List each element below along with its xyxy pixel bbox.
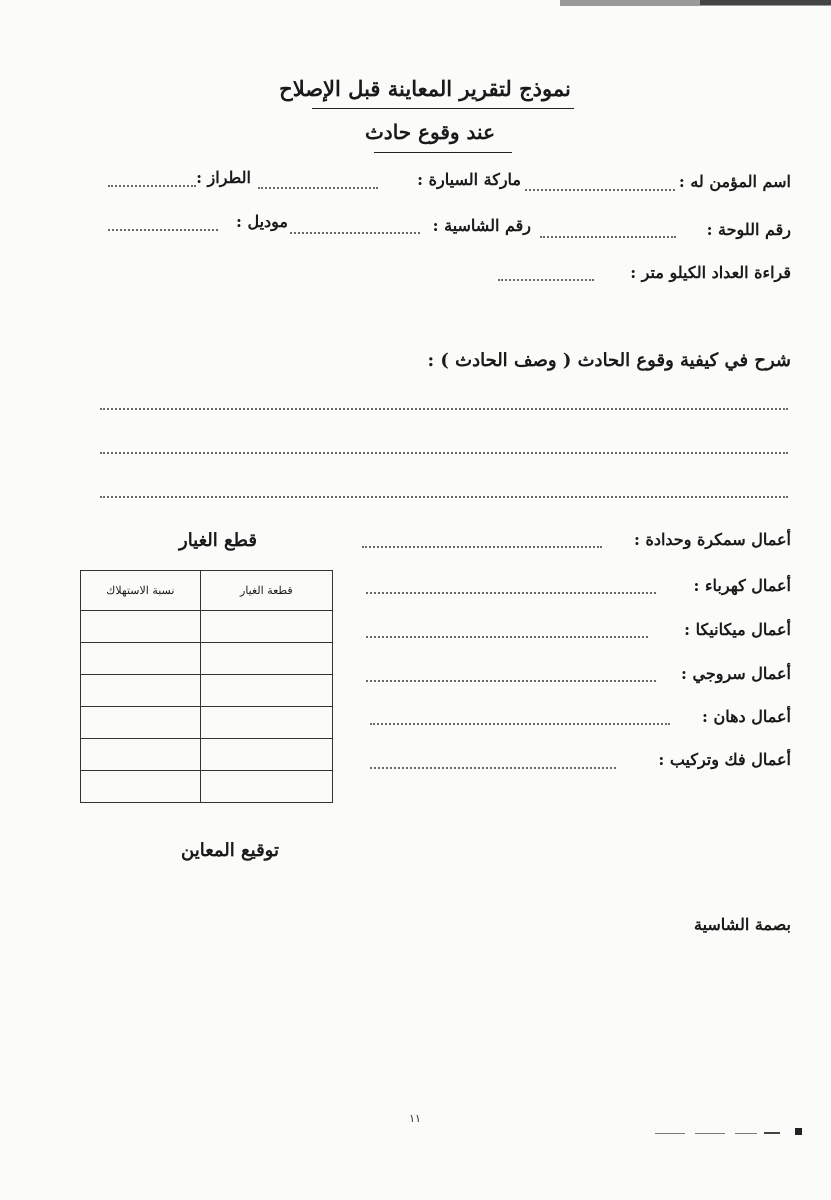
description-line-1[interactable]	[100, 408, 788, 410]
table-cell[interactable]	[200, 611, 332, 643]
work-paint-label: أعمال دهان :	[702, 707, 791, 726]
work-upholstery-label: أعمال سروجي :	[681, 664, 791, 683]
odometer-field[interactable]	[498, 279, 594, 281]
page-number: ١١	[409, 1112, 421, 1125]
insured-name-field[interactable]	[525, 189, 675, 191]
work-paint-field[interactable]	[370, 723, 670, 725]
table-row	[81, 611, 333, 643]
accident-description-label: شرح في كيفية وقوع الحادث ( وصف الحادث ) :	[427, 350, 791, 371]
spare-parts-header-row	[81, 571, 333, 611]
scan-dash	[764, 1132, 780, 1134]
form-subtitle: عند وقوع حادث	[364, 120, 496, 144]
table-cell[interactable]	[200, 643, 332, 675]
table-cell[interactable]	[81, 611, 201, 643]
type-field[interactable]	[108, 185, 196, 187]
table-row	[81, 771, 333, 803]
scan-dash	[695, 1133, 725, 1134]
work-electrical-field[interactable]	[366, 592, 656, 594]
table-cell[interactable]	[81, 739, 201, 771]
table-cell[interactable]	[81, 643, 201, 675]
scan-dash	[735, 1133, 757, 1134]
table-cell[interactable]	[200, 771, 332, 803]
table-cell[interactable]	[81, 771, 201, 803]
car-brand-label: ماركة السيارة :	[417, 170, 521, 189]
car-brand-field[interactable]	[258, 187, 378, 189]
chassis-number-field[interactable]	[290, 232, 420, 234]
spare-part-header: قطعة الغيار	[200, 571, 332, 611]
work-assembly-field[interactable]	[370, 767, 616, 769]
model-field[interactable]	[108, 229, 218, 231]
table-row	[81, 707, 333, 739]
spare-parts-table	[80, 570, 333, 803]
table-row	[81, 643, 333, 675]
title-underline	[312, 108, 574, 109]
chassis-stamp-label: بصمة الشاسية	[693, 915, 791, 934]
spare-parts-heading: قطع الغيار	[179, 530, 257, 551]
description-line-3[interactable]	[100, 496, 788, 498]
type-label: الطراز :	[196, 168, 251, 187]
table-row	[81, 739, 333, 771]
work-assembly-label: أعمال فك وتركيب :	[658, 750, 791, 769]
description-line-2[interactable]	[100, 452, 788, 454]
work-bodywork-field[interactable]	[362, 546, 602, 548]
odometer-label: قراءة العداد الكيلو متر :	[630, 263, 791, 282]
work-bodywork-label: أعمال سمكرة وحدادة :	[633, 530, 791, 549]
model-label: موديل :	[235, 212, 288, 231]
work-mechanical-label: أعمال ميكانيكا :	[684, 620, 791, 639]
work-upholstery-field[interactable]	[366, 680, 656, 682]
chassis-number-label: رقم الشاسية :	[432, 216, 531, 235]
inspector-signature-label: توقيع المعاين	[181, 840, 279, 861]
table-row	[81, 675, 333, 707]
scan-edge-mark-dark	[700, 0, 831, 5]
table-cell[interactable]	[81, 707, 201, 739]
scan-dot	[795, 1128, 802, 1135]
wear-percentage-header: نسبة الاستهلاك	[81, 571, 201, 611]
work-electrical-label: أعمال كهرباء :	[693, 576, 791, 595]
form-title: نموذج لتقرير المعاينة قبل الإصلاح	[279, 76, 571, 101]
table-cell[interactable]	[200, 675, 332, 707]
scan-dash	[655, 1133, 685, 1134]
work-mechanical-field[interactable]	[366, 636, 648, 638]
subtitle-underline	[374, 152, 512, 153]
plate-number-label: رقم اللوحة :	[706, 220, 791, 239]
insured-name-label: اسم المؤمن له :	[678, 172, 791, 191]
table-cell[interactable]	[200, 707, 332, 739]
table-cell[interactable]	[81, 675, 201, 707]
plate-number-field[interactable]	[540, 236, 676, 238]
table-cell[interactable]	[200, 739, 332, 771]
